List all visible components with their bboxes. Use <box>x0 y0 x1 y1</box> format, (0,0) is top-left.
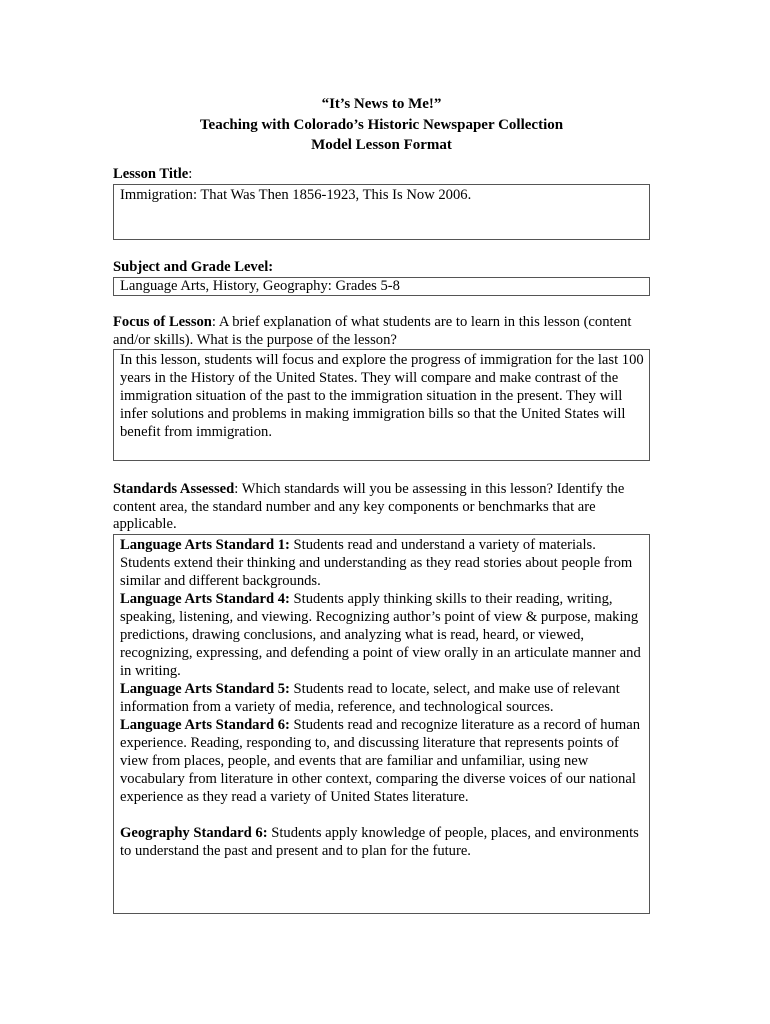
document-header <box>113 94 650 156</box>
subject-field[interactable] <box>113 277 650 296</box>
lesson-title-field[interactable] <box>113 184 650 240</box>
focus-label: Focus of Lesson <box>113 314 212 330</box>
focus-label-row <box>113 314 653 349</box>
standard-item <box>120 536 645 590</box>
focus-prompt: : A brief explanation of what students are to learn in this lesson (content and/or skills). What is the purpose of the lesson? <box>113 314 632 348</box>
subject-value: Language Arts, History, Geography: Grades 5-8 <box>120 278 400 294</box>
standard-title: Language Arts Standard 6: <box>120 717 290 733</box>
header-subtitle: Teaching with Colorado’s Historic Newspaper Collection <box>199 116 564 133</box>
standard-text: Students read and understand a variety of materials. Students extend their thinking and understanding as they read stories about people from similar and different backgrounds. <box>120 537 633 589</box>
standards-label: Standards Assessed <box>113 481 235 497</box>
standard-title: Language Arts Standard 4: <box>120 591 290 607</box>
subject-label: Subject and Grade Level: <box>113 259 274 275</box>
standard-item <box>120 590 645 680</box>
standard-item <box>120 824 645 860</box>
standard-item <box>120 680 645 716</box>
lesson-title-value: Immigration: That Was Then 1856-1923, This Is Now 2006. <box>120 187 472 203</box>
standard-text: Students read and recognize literature as a record of human experience. Reading, responding to, and discussing literature that represents points of view from places, people, and events that are familiar and unfamiliar, using new vocabulary from literature in other context, comparing the diverse voices of our national experience as they read a variety of United States literature. <box>120 717 640 805</box>
lesson-title-colon: : <box>188 166 193 182</box>
standards-prompt: : Which standards will you be assessing in this lesson? Identify the content area, the standard number and any key components or benchmarks that are applicable. <box>113 481 625 532</box>
standard-text: Students apply knowledge of people, places, and environments to understand the past and present and to plan for the future. <box>120 825 639 859</box>
lesson-title-label: Lesson Title <box>113 166 189 182</box>
header-title: “It’s News to Me!” <box>321 96 442 112</box>
spacer <box>120 806 645 824</box>
focus-value: In this lesson, students will focus and explore the progress of immigration for the last 100 years in the History of the United States. They will compare and make contrast of the immigration situation of the past to the immigration situation in the present. They will infer solutions and problems in making immigration bills so that the United States will benefit from immigration. <box>120 352 644 440</box>
standards-label-row <box>113 481 653 534</box>
focus-field[interactable] <box>113 349 650 461</box>
standards-field[interactable] <box>113 534 650 914</box>
standard-item <box>120 716 645 806</box>
standard-title: Language Arts Standard 1: <box>120 537 290 553</box>
lesson-title-label-row <box>113 166 653 184</box>
standard-title: Geography Standard 6: <box>120 825 268 841</box>
header-format: Model Lesson Format <box>311 137 452 153</box>
standard-text: Students read to locate, select, and make use of relevant information from a variety of media, reference, and technological sources. <box>120 681 620 715</box>
standard-title: Language Arts Standard 5: <box>120 681 290 697</box>
standard-text: Students apply thinking skills to their reading, writing, speaking, listening, and viewing. Recognizing author’s point of view & purpose, making predictions, drawing conclusions, and analyzing what is read, heard, or viewed, recognizing, expressing, and defending a point of view orally in an articulate manner and in writing. <box>120 591 641 679</box>
